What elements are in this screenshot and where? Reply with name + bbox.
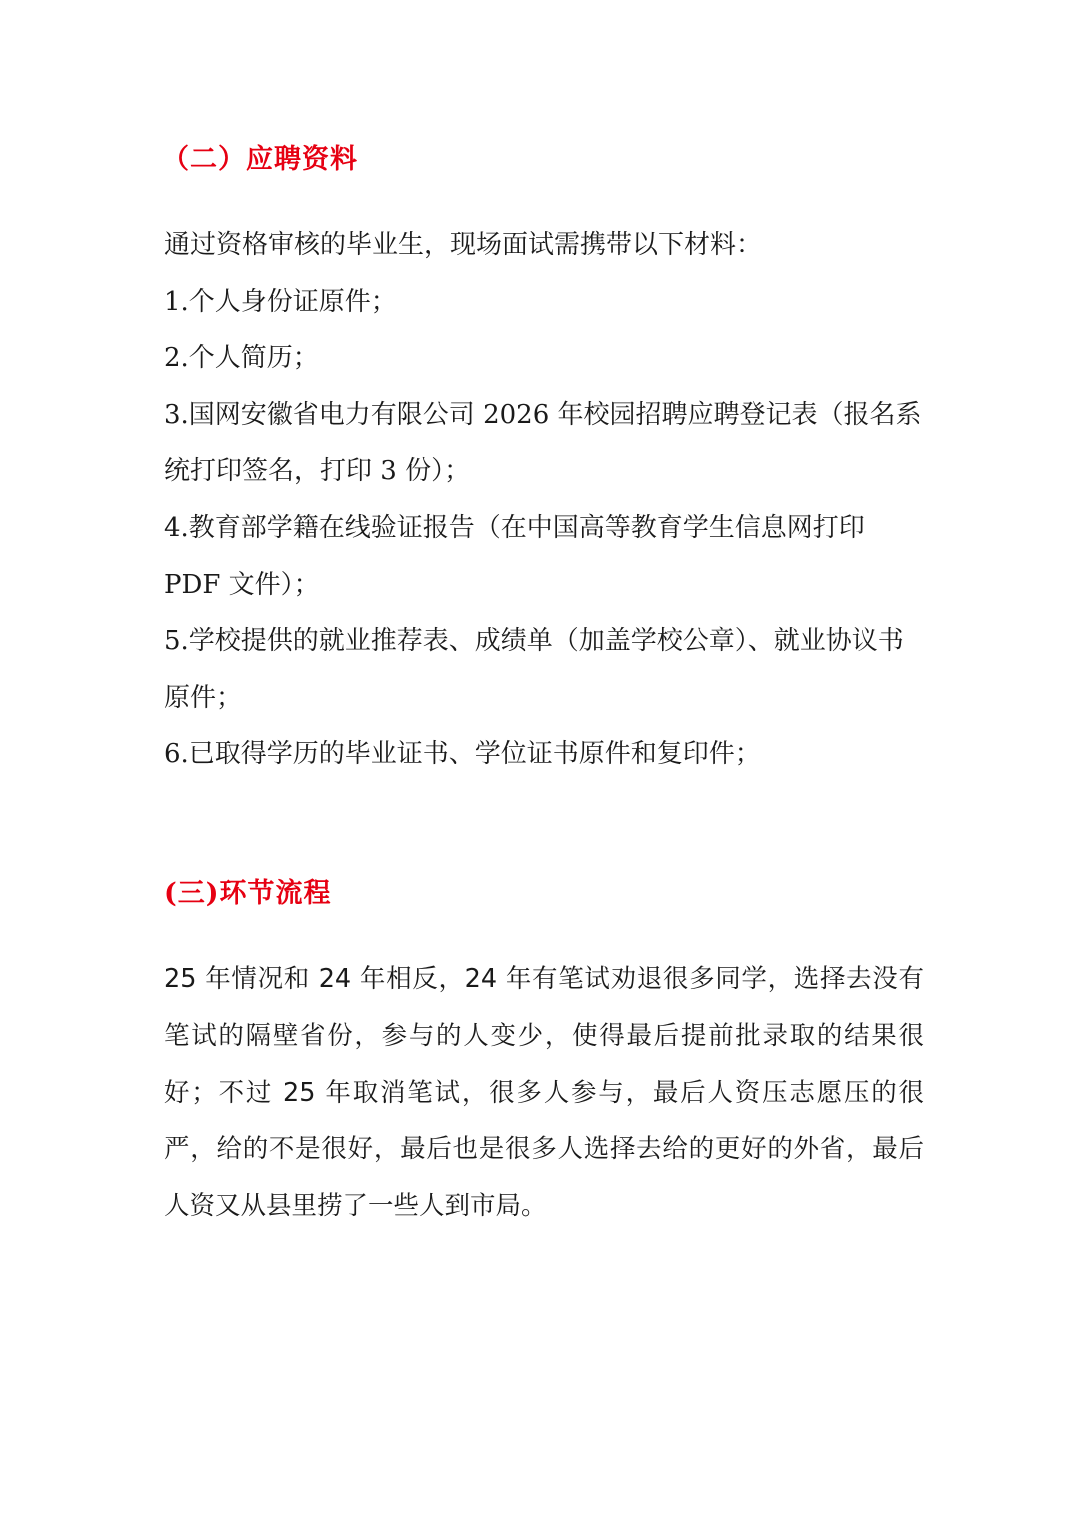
material-item-enrollment-report: 4.教育部学籍在线验证报告（在中国高等教育学生信息网打印 PDF 文件）； <box>164 512 865 600</box>
material-item-recommendation-form: 5.学校提供的就业推荐表、成绩单（加盖学校公章）、就业协议书原件； <box>164 626 904 713</box>
materials-intro: 通过资格审核的毕业生，现场面试需携带以下材料： <box>164 230 763 260</box>
material-item-registration-form: 3.国网安徽省电力有限公司 2026 年校园招聘应聘登记表（报名系统打印签名，打印 3 份）； <box>164 399 922 487</box>
materials-list-block <box>164 217 924 783</box>
material-item-resume: 2.个人简历； <box>164 343 319 374</box>
material-item-id-card: 1.个人身份证原件； <box>164 286 397 317</box>
process-block <box>164 951 924 1235</box>
section-heading-application-materials: （二）应聘资料 <box>162 144 358 175</box>
section-heading-process: (三)环节流程 <box>164 878 332 909</box>
material-item-diploma: 6.已取得学历的毕业证书、学位证书原件和复印件； <box>164 739 761 770</box>
process-paragraph: 25 年情况和 24 年相反，24 年有笔试劝退很多同学，选择去没有笔试的隔壁省份，参与的人变少，使得最后提前批录取的结果很好；不过 25 年取消笔试，很多人参与，最后人资压志愿压的很严，给的不是很好，最后也是很多人选择去给的更好的外省，最后人资又从县里捞了一些人到市局。 <box>164 964 924 1222</box>
